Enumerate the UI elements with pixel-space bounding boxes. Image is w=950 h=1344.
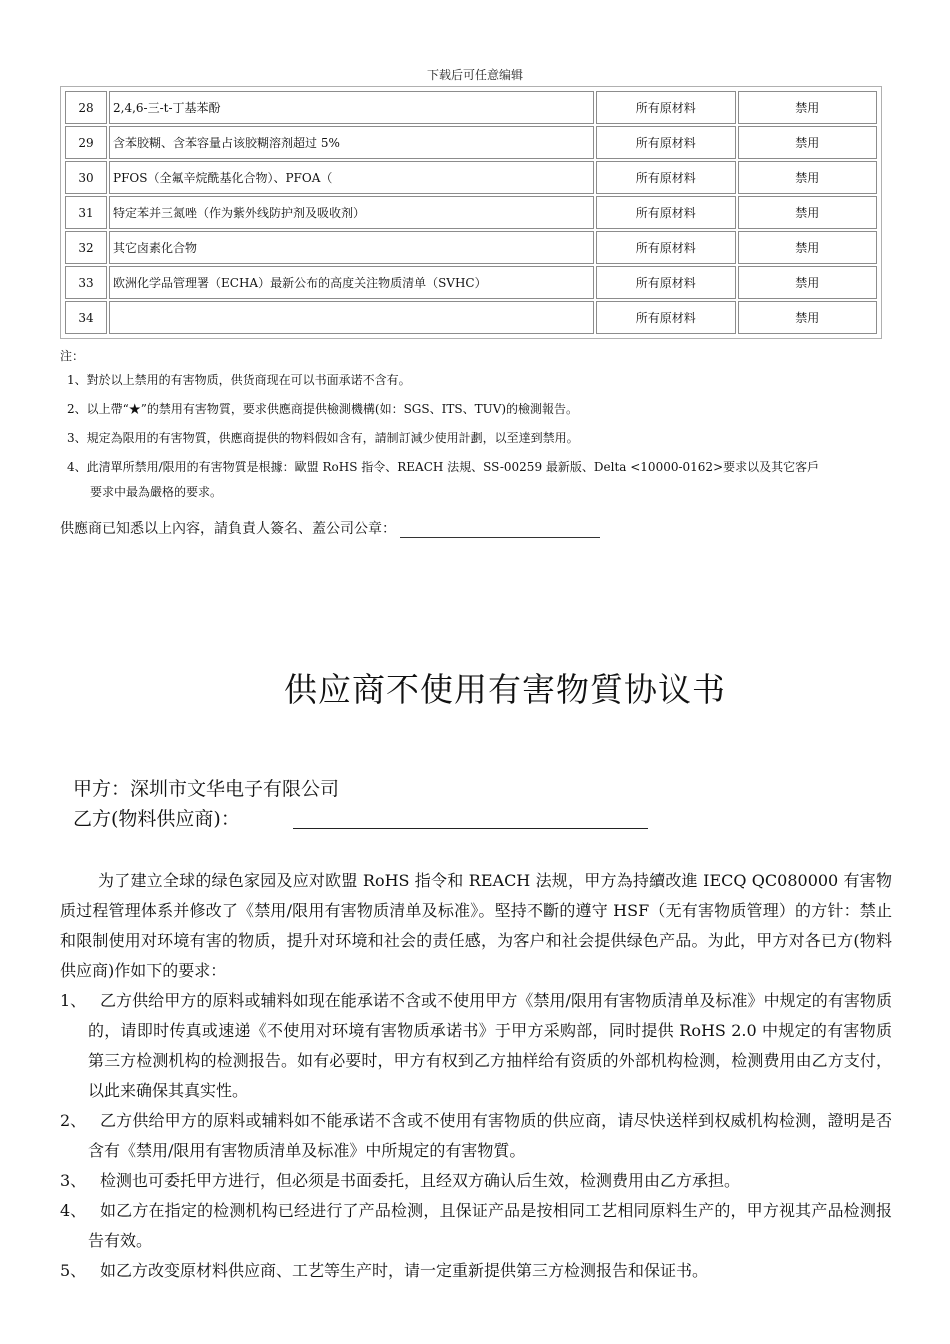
row-number: 34 bbox=[65, 301, 107, 334]
clause-item bbox=[60, 1106, 892, 1166]
signature-line[interactable] bbox=[400, 523, 600, 538]
restriction-status: 禁用 bbox=[738, 301, 878, 334]
clause-number: 4、 bbox=[60, 1201, 87, 1220]
applicable-scope: 所有原材料 bbox=[596, 91, 736, 124]
table-row bbox=[65, 126, 877, 159]
clause-number: 3、 bbox=[60, 1171, 87, 1190]
party-a: 甲方：深圳市文华电子有限公司 bbox=[73, 778, 340, 800]
table-row bbox=[65, 301, 877, 334]
note-text: 3、規定為限用的有害物質，供應商提供的物料假如含有，請制訂減少使用計劃，以至達到禁用。 bbox=[67, 431, 579, 445]
clause-item bbox=[60, 1196, 892, 1256]
page-header-note: 下载后可任意编辑 bbox=[426, 68, 523, 82]
notes-label: 注： bbox=[60, 349, 85, 363]
clause-item bbox=[60, 1256, 892, 1286]
substance-name: 特定苯并三氮唑（作为紫外线防护剂及吸收剂） bbox=[109, 196, 594, 229]
table-body bbox=[65, 91, 877, 334]
hazardous-substance-table bbox=[60, 86, 882, 339]
substance-name: 其它卤素化合物 bbox=[109, 231, 594, 264]
applicable-scope: 所有原材料 bbox=[596, 161, 736, 194]
clause-text: 检测也可委托甲方进行，但必须是书面委托，且经双方确认后生效，检测费用由乙方承担。 bbox=[100, 1171, 741, 1190]
applicable-scope: 所有原材料 bbox=[596, 126, 736, 159]
clause-text: 乙方供给甲方的原料或辅料如现在能承诺不含或不使用甲方《禁用/限用有害物质清单及标准》中规定的有害物质的，请即时传真或速递《不使用对环境有害物质承诺书》于甲方采购部，同时提供 RoHS 2.0 中规定的有害物质第三方检测机构的检测报告。如有必要时，甲方有权到乙方抽样给有资质的外部机构检测，检测费用由乙方支付，以此来确保其真实性。 bbox=[88, 991, 892, 1100]
note-text: 1、對於以上禁用的有害物质，供货商现在可以书面承诺不含有。 bbox=[67, 373, 411, 387]
row-number: 32 bbox=[65, 231, 107, 264]
substance-name bbox=[109, 301, 594, 334]
clause-number: 5、 bbox=[60, 1261, 87, 1280]
table-row bbox=[65, 231, 877, 264]
note-text: 4、此清單所禁用/限用的有害物質是根據：歐盟 RoHS 指令、REACH 法規、SS-00259 最新版、Delta <10000-0162>要求以及其它客戶 bbox=[67, 460, 820, 474]
substance-name: 欧洲化学品管理署（ECHA）最新公布的高度关注物质清单（SVHC） bbox=[109, 266, 594, 299]
restriction-status: 禁用 bbox=[738, 266, 878, 299]
clause-number: 2、 bbox=[60, 1111, 87, 1130]
agreement-title: 供应商不使用有害物質协议书 bbox=[284, 670, 726, 709]
restriction-status: 禁用 bbox=[738, 196, 878, 229]
row-number: 28 bbox=[65, 91, 107, 124]
substance-name: 含苯胶糊、含苯容量占该胶糊溶剂超过 5% bbox=[109, 126, 594, 159]
clause-text: 乙方供给甲方的原料或辅料如不能承诺不含或不使用有害物质的供应商，请尽快送样到权威机构检测，證明是否含有《禁用/限用有害物质清单及标准》中所規定的有害物質。 bbox=[88, 1111, 892, 1160]
row-number: 33 bbox=[65, 266, 107, 299]
applicable-scope: 所有原材料 bbox=[596, 196, 736, 229]
intro-paragraph: 为了建立全球的绿色家园及应对欧盟 RoHS 指令和 REACH 法规，甲方為持續改進 IECQ QC080000 有害物质过程管理体系并修改了《禁用/限用有害物质清单及标准》。堅持不斷的遵守 HSF（无有害物质管理）的方针：禁止和限制使用对环境有害的物质，提升对环境和社会的责任感，为客户和社会提供绿色产品。为此，甲方对各已方(物料供应商)作如下的要求： bbox=[60, 871, 892, 980]
clause-item bbox=[60, 986, 892, 1106]
notes-section bbox=[60, 346, 900, 507]
row-number: 31 bbox=[65, 196, 107, 229]
substance-name: PFOS（全氟辛烷酰基化合物）、PFOA（ bbox=[109, 161, 594, 194]
party-b-label: 乙方(物料供应商)： bbox=[73, 808, 240, 830]
substance-name: 2,4,6-三-t-丁基苯酚 bbox=[109, 91, 594, 124]
applicable-scope: 所有原材料 bbox=[596, 301, 736, 334]
row-number: 29 bbox=[65, 126, 107, 159]
clause-text: 如乙方在指定的检测机构已经进行了产品检测，且保证产品是按相同工艺相同原料生产的，甲方视其产品检测报告有效。 bbox=[88, 1201, 892, 1250]
confirmation-text: 供應商已知悉以上內容，請負責人簽名、蓋公司公章： bbox=[60, 521, 396, 537]
restriction-status: 禁用 bbox=[738, 231, 878, 264]
clause-text: 如乙方改变原材料供应商、工艺等生产时，请一定重新提供第三方检测报告和保证书。 bbox=[100, 1261, 709, 1280]
table-row bbox=[65, 266, 877, 299]
note-item bbox=[60, 453, 900, 507]
clause-item bbox=[60, 1166, 892, 1196]
table-row bbox=[65, 91, 877, 124]
clause-number: 1、 bbox=[60, 991, 87, 1010]
note-text: 2、以上帶“★”的禁用有害物質，要求供應商提供檢測機構(如：SGS、ITS、TUV)的檢測報告。 bbox=[67, 402, 579, 416]
supplier-confirmation bbox=[60, 518, 600, 538]
applicable-scope: 所有原材料 bbox=[596, 231, 736, 264]
note-item bbox=[60, 395, 900, 424]
note-continuation: 要求中最為嚴格的要求。 bbox=[90, 485, 223, 499]
restriction-status: 禁用 bbox=[738, 126, 878, 159]
note-item bbox=[60, 424, 900, 453]
row-number: 30 bbox=[65, 161, 107, 194]
restriction-status: 禁用 bbox=[738, 161, 878, 194]
party-b-blank-line[interactable] bbox=[293, 828, 648, 829]
restriction-status: 禁用 bbox=[738, 91, 878, 124]
table-row bbox=[65, 196, 877, 229]
applicable-scope: 所有原材料 bbox=[596, 266, 736, 299]
note-item bbox=[60, 366, 900, 395]
agreement-body bbox=[60, 866, 892, 1286]
table-row bbox=[65, 161, 877, 194]
